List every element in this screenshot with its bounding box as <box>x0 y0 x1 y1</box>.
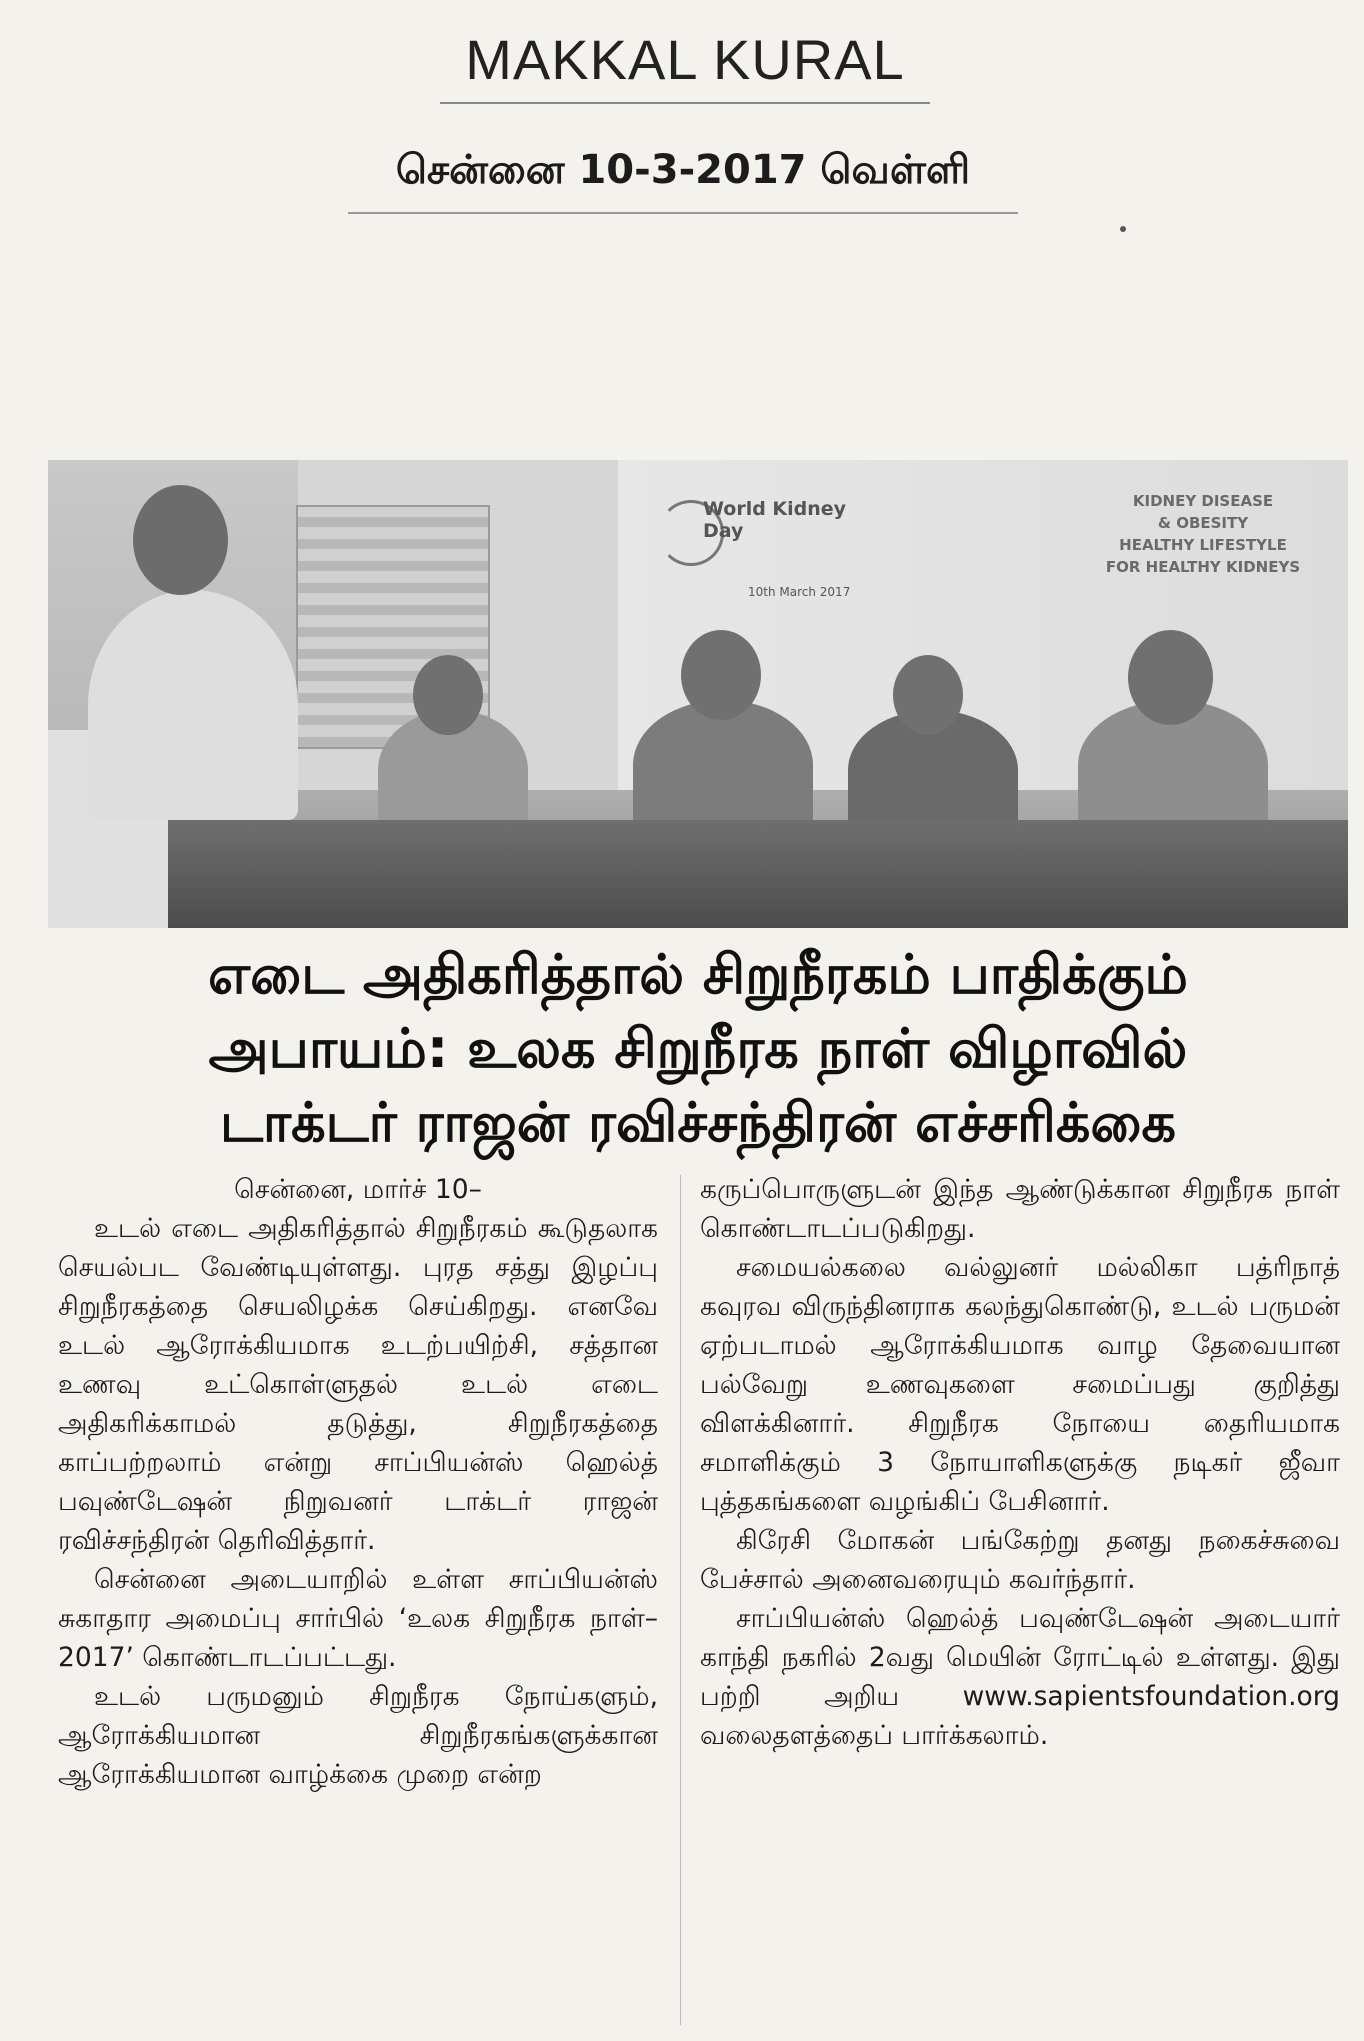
article-paragraph: உடல் எடை அதிகரித்தால் சிறுநீரகம் கூடுதலாக செயல்பட வேண்டியுள்ளது. புரத சத்து இழப்பு சிறுநீரகத்தை செயலிழக்க செய்கிறது. எனவே உடல் ஆரோக்கியமாக உடற்பயிற்சி, சத்தான உணவு உட்கொள்ளுதல் உடல் எடை அதிகரிக்காமல் தடுத்து, சிறுநீரகத்தை காப்பற்றலாம் என்று சாப்பியன்ஸ் ஹெல்த் பவுண்டேஷன் நிறுவனர் டாக்டர் ராஜன் ரவிச்சந்திரன் தெரிவித்தார். <box>58 1213 658 1556</box>
article-column-left <box>58 1170 658 1794</box>
article-photo <box>48 460 1348 928</box>
headline-line: எடை அதிகரித்தால் சிறுநீரகம் பாதிக்கும் <box>208 943 1188 1006</box>
article-paragraph: கருப்பொருளுடன் இந்த ஆண்டுக்கான சிறுநீரக நாள் கொண்டாடப்படுகிறது. <box>700 1174 1340 1244</box>
masthead-title: MAKKAL KURAL <box>465 28 905 91</box>
headline <box>48 938 1348 1160</box>
photo-logo-date: 10th March 2017 <box>748 585 851 599</box>
banner-line: HEALTHY LIFESTYLE <box>1119 536 1287 554</box>
photo-guest-head <box>893 655 963 735</box>
article-paragraph: உடல் பருமனும் சிறுநீரக நோய்களும், ஆரோக்கியமான சிறுநீரகங்களுக்கான ஆரோக்கியமான வாழ்க்கை முறை என்ற <box>58 1681 658 1790</box>
article-paragraph: கிரேசி மோகன் பங்கேற்று தனது நகைச்சுவை பேச்சால் அனைவரையும் கவர்ந்தார். <box>700 1525 1340 1595</box>
dateline <box>348 130 1018 214</box>
article-column-right <box>700 1170 1340 1755</box>
headline-line: டாக்டர் ராஜன் ரவிச்சந்திரன் எச்சரிக்கை <box>219 1091 1177 1154</box>
article-paragraph: சென்னை அடையாறில் உள்ள சாப்பியன்ஸ் சுகாதார அமைப்பு சார்பில் ‘உலக சிறுநீரக நாள்–2017’ கொண்டாடப்பட்டது. <box>58 1564 658 1673</box>
photo-speaker <box>88 590 298 820</box>
masthead <box>440 20 930 104</box>
banner-line: & OBESITY <box>1157 514 1249 532</box>
banner-line: FOR HEALTHY KIDNEYS <box>1105 558 1301 576</box>
article-paragraph: சமையல்கலை வல்லுனர் மல்லிகா பத்ரிநாத் கவுரவ விருந்தினராக கலந்துகொண்டு, உடல் பருமன் ஏற்படாமல் ஆரோக்கியமாக வாழ தேவையான பல்வேறு உணவுகளை சமைப்பது குறித்து விளக்கினார். சிறுநீரக நோயை தைரியமாக சமாளிக்கும் 3 நோயாளிகளுக்கு நடிகர் ஜீவா புத்தகங்களை வழங்கிப் பேசினார். <box>700 1252 1340 1517</box>
photo-banner-text <box>1088 490 1318 578</box>
article-dateline: சென்னை, மார்ச் 10– <box>234 1174 482 1205</box>
headline-line: அபாயம்: உலக சிறுநீரக நாள் விழாவில் <box>208 1017 1188 1080</box>
banner-line: KIDNEY DISEASE <box>1132 492 1274 510</box>
speck <box>1120 226 1126 232</box>
photo-guest-head <box>1128 630 1213 725</box>
photo-logo-text: World Kidney Day <box>703 498 847 542</box>
article-paragraph: சாப்பியன்ஸ் ஹெல்த் பவுண்டேஷன் அடையார் காந்தி நகரில் 2வது மெயின் ரோட்டில் உள்ளது. இது பற்றி அறிய www.sapientsfoundation.org வலைதளத்தைப் பார்க்கலாம். <box>700 1603 1340 1751</box>
dateline-text: சென்னை 10-3-2017 வெள்ளி <box>395 147 971 193</box>
photo-guest-head <box>681 630 761 720</box>
photo-table <box>168 820 1348 928</box>
photo-speaker-head <box>133 485 228 595</box>
photo-guest-head <box>413 655 483 735</box>
column-divider <box>680 1175 681 2025</box>
